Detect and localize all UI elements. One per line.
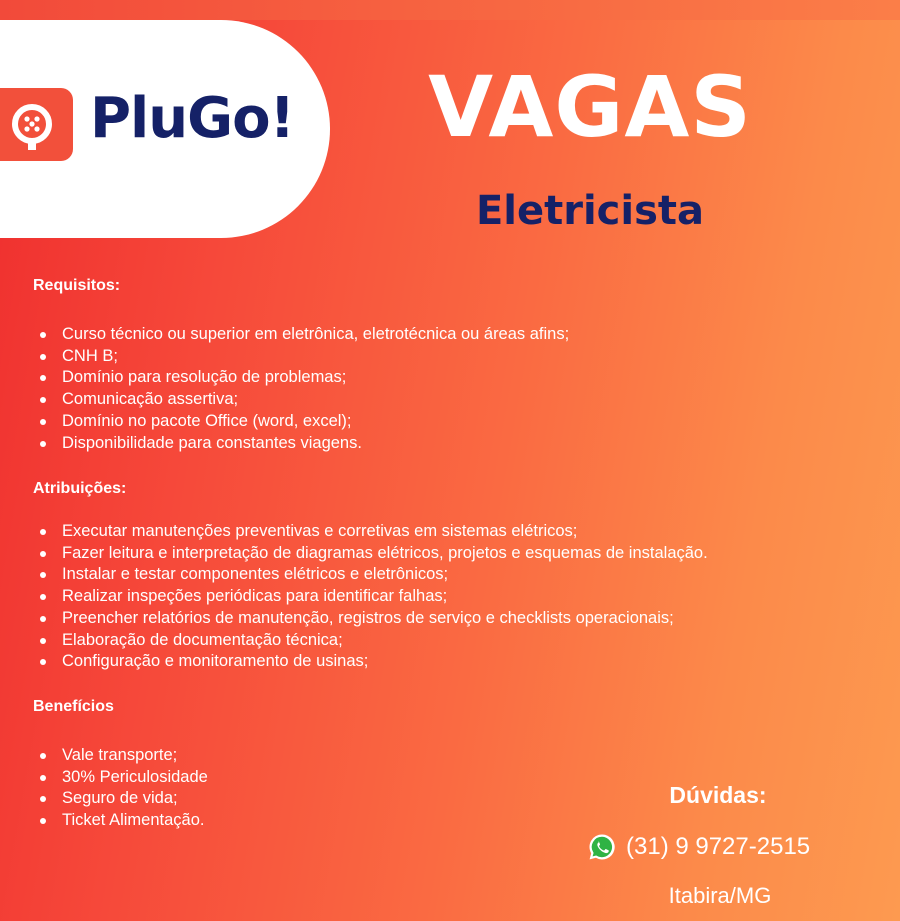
list-item: Executar manutenções preventivas e corretivas em sistemas elétricos; <box>33 521 708 543</box>
list-item: Domínio no pacote Office (word, excel); <box>33 411 569 433</box>
phone-number: (31) 9 9727-2515 <box>626 833 811 860</box>
whatsapp-icon <box>587 832 617 862</box>
list-item: CNH B; <box>33 346 569 368</box>
list-item: Configuração e monitoramento de usinas; <box>33 651 708 673</box>
top-strip <box>0 0 900 20</box>
list-item: Vale transporte; <box>33 745 208 767</box>
list-item: Comunicação assertiva; <box>33 389 569 411</box>
section-title-beneficios: Benefícios <box>33 698 114 715</box>
brand-logo-text: PluGo! <box>90 86 295 151</box>
list-item: Ticket Alimentação. <box>33 810 208 832</box>
list-item: Curso técnico ou superior em eletrônica, eletrotécnica ou áreas afins; <box>33 324 569 346</box>
list-atribuicoes <box>33 521 708 673</box>
list-item: Disponibilidade para constantes viagens. <box>33 433 569 455</box>
list-item: Realizar inspeções periódicas para identificar falhas; <box>33 586 708 608</box>
phone-contact[interactable] <box>587 831 810 863</box>
list-item: Elaboração de documentação técnica; <box>33 630 708 652</box>
list-beneficios <box>33 745 208 832</box>
list-item: Instalar e testar componentes elétricos e eletrônicos; <box>33 564 708 586</box>
plug-socket-icon <box>0 88 73 161</box>
job-title: Eletricista <box>475 188 705 234</box>
page-title: VAGAS <box>428 58 752 156</box>
list-item: Seguro de vida; <box>33 788 208 810</box>
section-title-requisitos: Requisitos: <box>33 277 121 294</box>
location-city: Itabira/MG <box>668 883 772 908</box>
list-item: Fazer leitura e interpretação de diagramas elétricos, projetos e esquemas de instalação. <box>33 543 708 565</box>
list-item: 30% Periculosidade <box>33 767 208 789</box>
section-title-atribuicoes: Atribuições: <box>33 480 127 497</box>
list-item: Domínio para resolução de problemas; <box>33 367 569 389</box>
contact-title: Dúvidas: <box>669 782 767 808</box>
list-item: Preencher relatórios de manutenção, registros de serviço e checklists operacionais; <box>33 608 708 630</box>
list-requisitos <box>33 324 569 454</box>
